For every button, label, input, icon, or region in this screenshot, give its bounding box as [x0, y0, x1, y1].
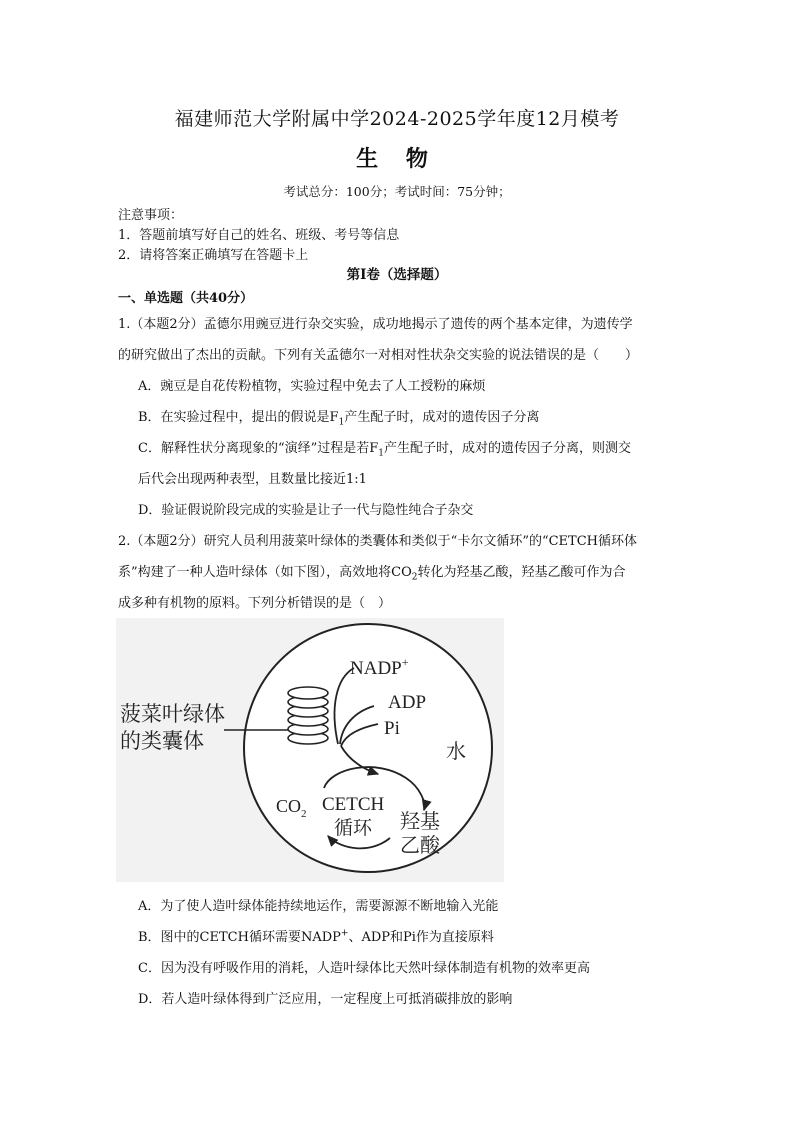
q2-stem-line-3: 成多种有机物的原料。下列分析错误的是（ ）: [118, 596, 392, 611]
q1-stem-line-1: 1.（本题2分）孟德尔用豌豆进行杂交实验，成功地揭示了遗传的两个基本定律，为遗传学: [118, 317, 633, 332]
part-title: 一、单选题（共40分）: [118, 291, 254, 306]
exam-title: 福建师范大学附属中学2024-2025学年度12月模考: [174, 108, 620, 130]
q1-option-b: B．在实验过程中，提出的假说是$F_1$产生配子时，成对的遗传因子分离: [138, 410, 540, 428]
cetch-label: CETCH: [322, 794, 385, 815]
cycle-label: 循环: [334, 818, 373, 839]
thylakoid-stack-icon: [288, 687, 328, 744]
note-item-2: 2．请将答案正确填写在答题卡上: [118, 248, 309, 263]
note-item-1: 1．答题前填写好自己的姓名、班级、考号等信息: [118, 228, 400, 243]
q2-option-d: D．若人造叶绿体得到广泛应用，一定程度上可抵消碳排放的影响: [138, 992, 513, 1007]
q2-option-a: A．为了使人造叶绿体能持续地运作，需要源源不断地输入光能: [138, 899, 499, 914]
exam-info: 考试总分：100分；考试时间：75分钟；: [283, 184, 511, 199]
glycolate-label-1: 羟基: [400, 811, 440, 833]
q1-option-a: A．豌豆是自花传粉植物，实验过程中免去了人工授粉的麻烦: [138, 379, 486, 394]
adp-label: ADP: [388, 692, 427, 713]
notes-heading: 注意事项：: [118, 208, 184, 223]
co2-label: $CO_2$: [276, 796, 307, 820]
q1-option-c: C．解释性状分离现象的“演绎”过程是若$F_1$产生配子时，成对的遗传因子分离，则测交: [138, 441, 632, 459]
q2-stem-line-2: 系”构建了一种人造叶绿体（如下图），高效地将$CO_2$转化为羟基乙酸，羟基乙酸可作为合: [118, 565, 626, 583]
artificial-chloroplast-diagram: [116, 618, 504, 882]
thylakoid-label-1: 菠菜叶绿体: [120, 702, 225, 726]
q2-option-b: B．图中的CETCH循环需要NADP+、ADP和Pi作为直接原料: [138, 928, 494, 945]
thylakoid-label-2: 的类囊体: [120, 729, 204, 753]
subject-title: 生 物: [356, 146, 438, 172]
q2-stem-line-1: 2.（本题2分）研究人员利用菠菜叶绿体的类囊体和类似于“卡尔文循环”的“CETCH循环体: [118, 534, 638, 549]
q1-option-c-cont: 后代会出现两种表型，且数量比接近1:1: [138, 472, 367, 487]
water-label: 水: [446, 741, 466, 763]
section-title: 第Ⅰ卷（选择题）: [346, 267, 448, 283]
q1-stem-line-2: 的研究做出了杰出的贡献。下列有关孟德尔一对相对性状杂交实验的说法错误的是（ ）: [118, 348, 639, 363]
glycolate-label-2: 乙酸: [400, 835, 440, 857]
q1-option-d: D．验证假说阶段完成的实验是让子一代与隐性纯合子杂交: [138, 503, 474, 518]
q2-option-c: C．因为没有呼吸作用的消耗，人造叶绿体比天然叶绿体制造有机物的效率更高: [138, 961, 590, 976]
nadp-label: NADP+: [350, 655, 409, 679]
pi-label: Pi: [384, 718, 400, 739]
